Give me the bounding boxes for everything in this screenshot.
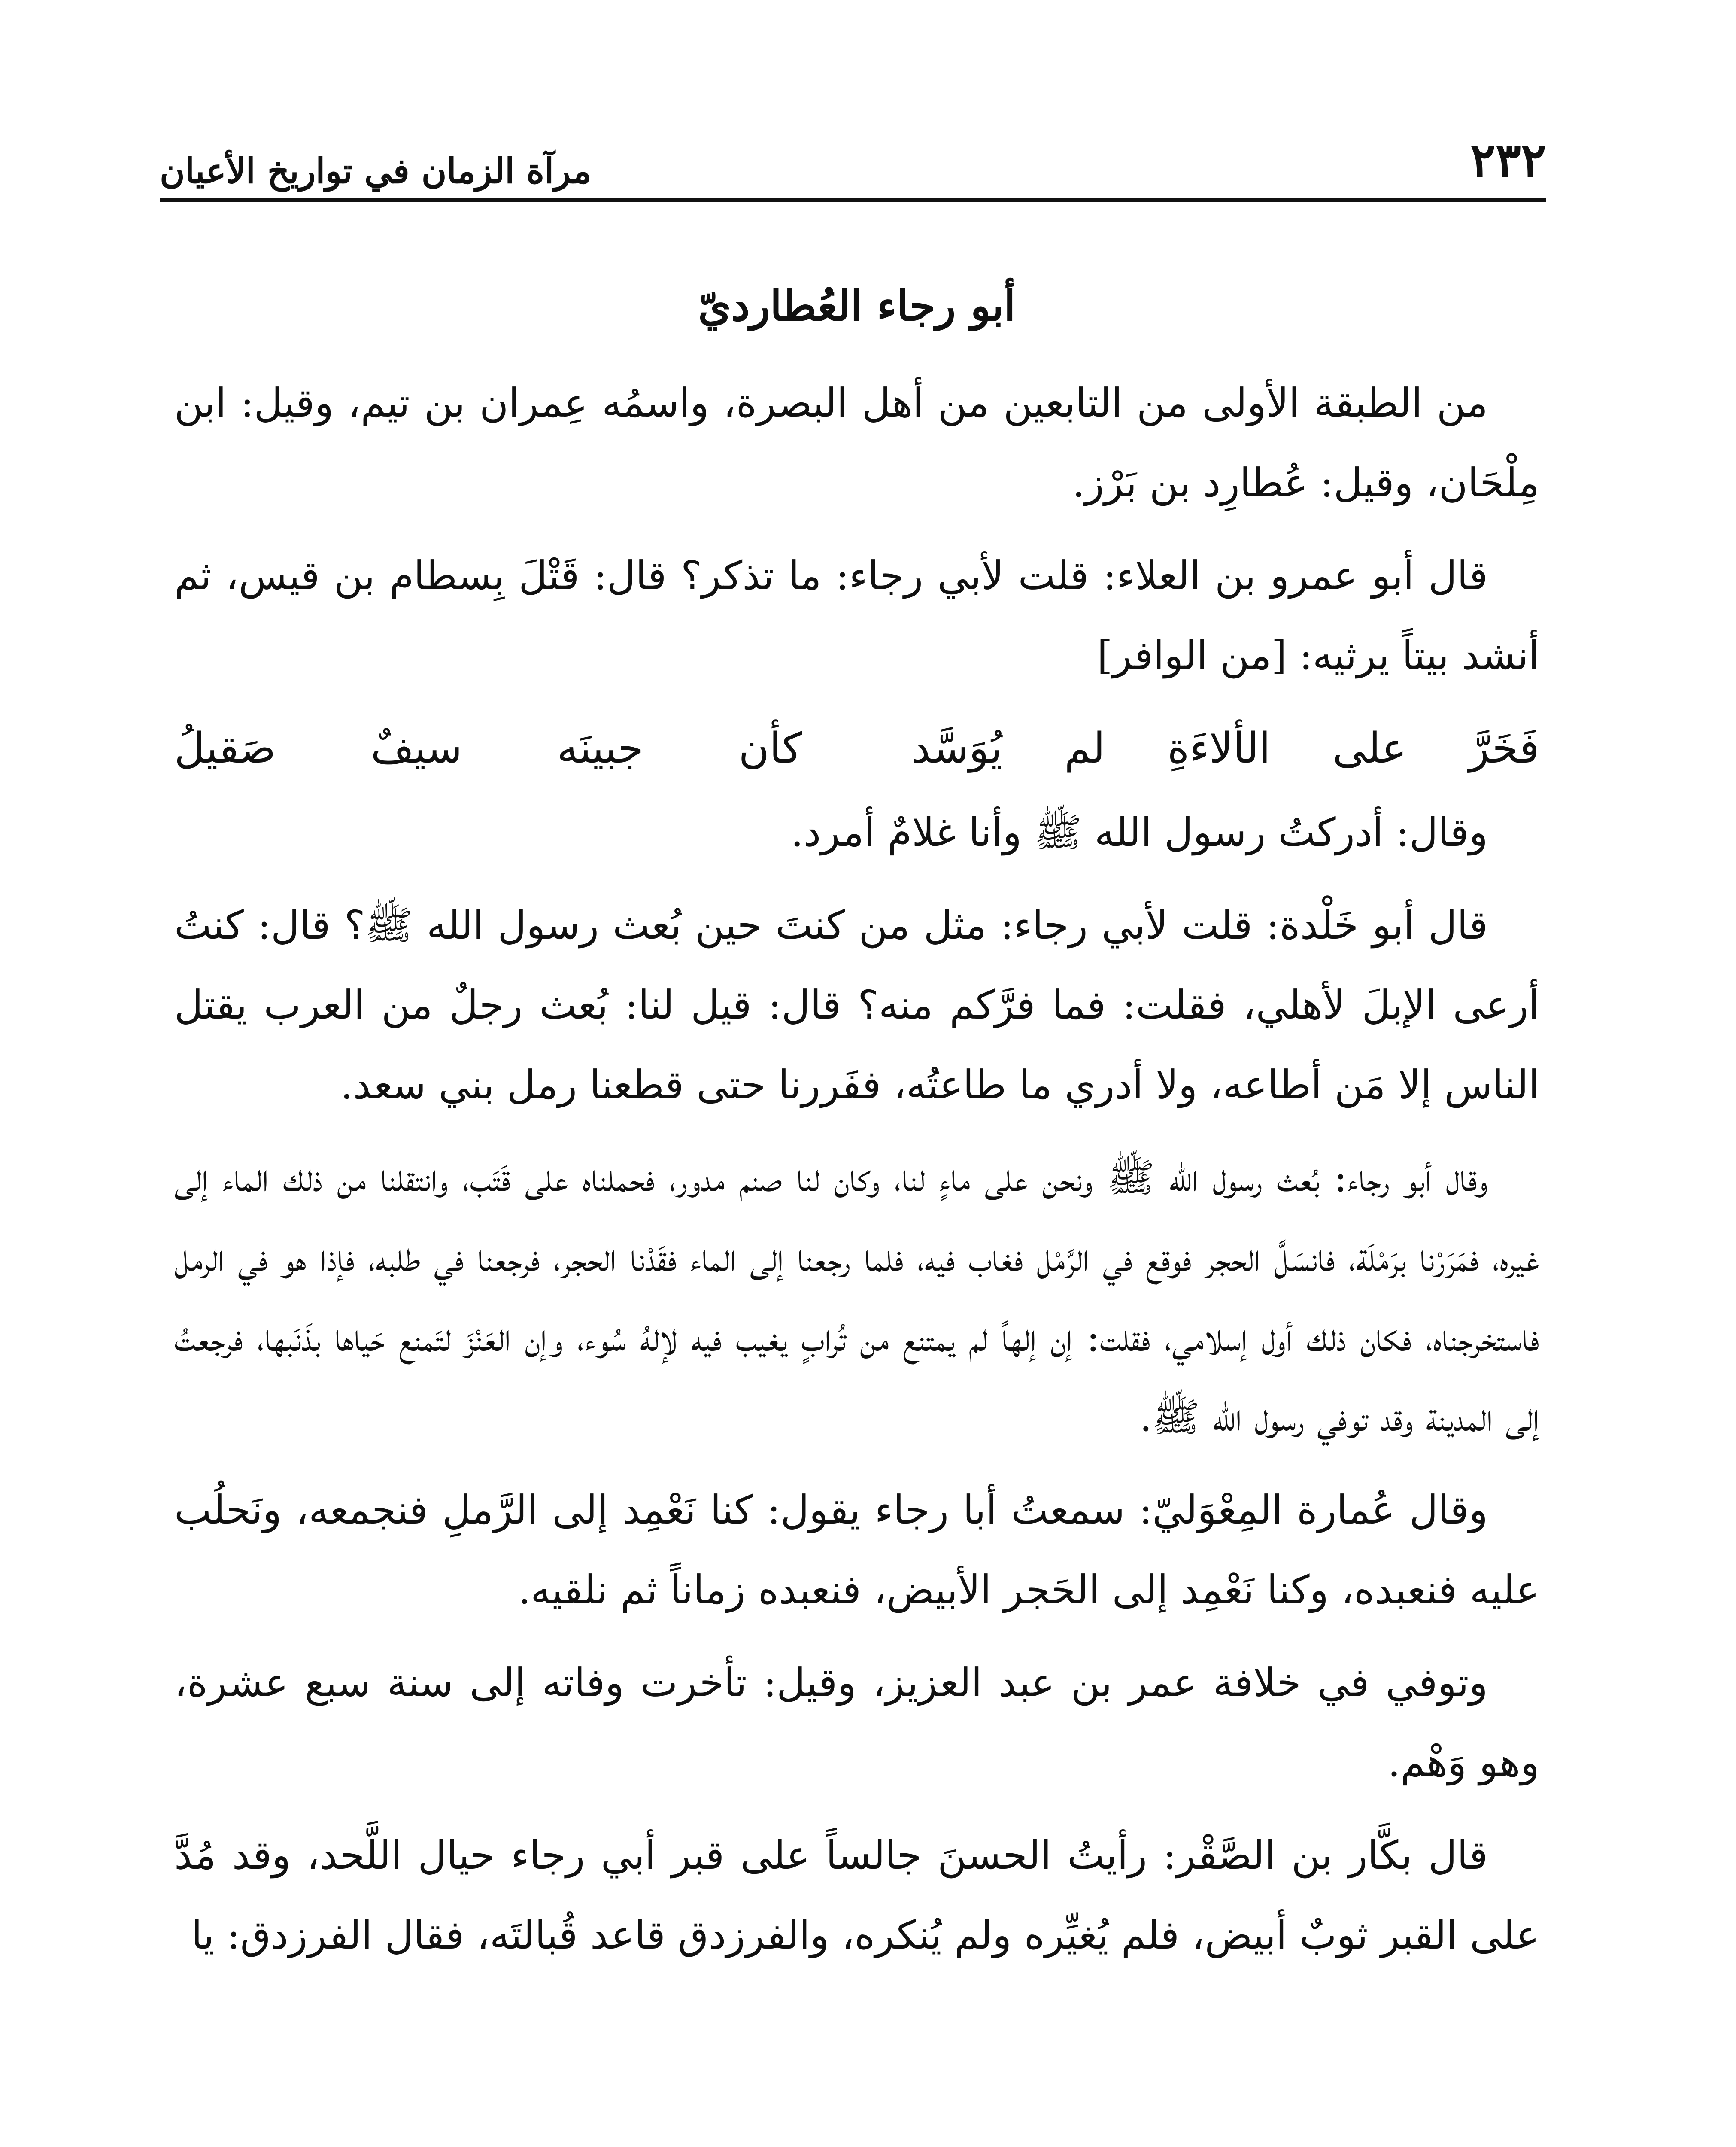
paragraph: قال أبو خَلْدة: قلت لأبي رجاء: مثل من كنتَ حين بُعث رسول الله ﷺ؟ قال: كنتُ أرعى الإبلَ لأهلي، فقلت: فما فرَّكم منه؟ قال: قيل لنا: بُعث رجلٌ من العرب يقتل الناس إلا مَن أطاعه، ولا أدري ما طاعتُه، ففَررنا حتى قطعنا رمل بني سعد. [174,902,1539,1108]
paragraph: وقال عُمارة المِعْوَليّ: سمعتُ أبا رجاء يقول: كنا نَعْمِد إلى الرَّملِ فنجمعه، ونَحلُب عليه فنعبده، وكنا نَعْمِد إلى الحَجر الأبيض، فنعبده زماناً ثم نلقيه. [174,1487,1539,1613]
paragraph: وقال أبو رجاء: بُعث رسول الله ﷺ ونحن على ماءٍ لنا، وكان لنا صنم مدور، فحملناه على قَتَب، وانتقلنا من ذلك الماء إلى غيره، فمَرَرْنا برَمْلَة، فانسَلَّ الحجر فوقع في الرَّمْل فغاب فيه، فلما رجعنا إلى الماء فقَدْنا الحجر، فرجعنا في طلبه، فإذا هو في الرمل فاستخرجناه، فكان ذلك أول إسلامي، فقلت: إن إلهاً لم يمتنع من تُرابٍ يغيب فيه لإلهُ سُوء، وإن العَنْزَ لتَمنع حَياها بذَنَبها، فرجعتُ إلى المدينة وقد توفي رسول الله ﷺ. [174,1155,1539,1440]
verse-first-hemistich: فَخَرَّ على الألاءَةِ لم يُوَسَّد [911,724,1539,773]
page-number: ٢٣٢ [1470,132,1546,188]
paragraph: قال أبو عمرو بن العلاء: قلت لأبي رجاء: ما تذكر؟ قال: قَتْلَ بِسطام بن قيس، ثم أنشد بيتاً يرثيه: [من الوافر] [174,553,1539,678]
verse-second-hemistich: كأن جبينَه سيفٌ صَقيلُ [174,724,802,773]
book-title: مرآة الزمان في تواريخ الأعيان [160,151,592,191]
paragraph: وقال: أدركتُ رسول الله ﷺ وأنا غلامٌ أمرد. [791,809,1488,855]
paragraph: وتوفي في خلافة عمر بن عبد العزيز، وقيل: تأخرت وفاته إلى سنة سبع عشرة، وهو وَهْم. [174,1660,1539,1785]
entry-heading: أبو رجاء العُطارديّ [698,281,1016,331]
paragraph: قال بكَّار بن الصَّقْر: رأيتُ الحسنَ جالساً على قبر أبي رجاء حيال اللَّحد، وقد مُدَّ على القبر ثوبٌ أبيض، فلم يُغيِّره ولم يُنكره، والفرزدق قاعد قُبالتَه، فقال الفرزدق: يا [174,1832,1539,1958]
running-header [160,129,1546,202]
poetry-verse [174,709,1539,788]
page-body [174,266,1539,1988]
paragraph: من الطبقة الأولى من التابعين من أهل البصرة، واسمُه عِمران بن تيم، وقيل: ابن مِلْحَان، وقيل: عُطارِد بن بَرْز. [174,380,1539,506]
